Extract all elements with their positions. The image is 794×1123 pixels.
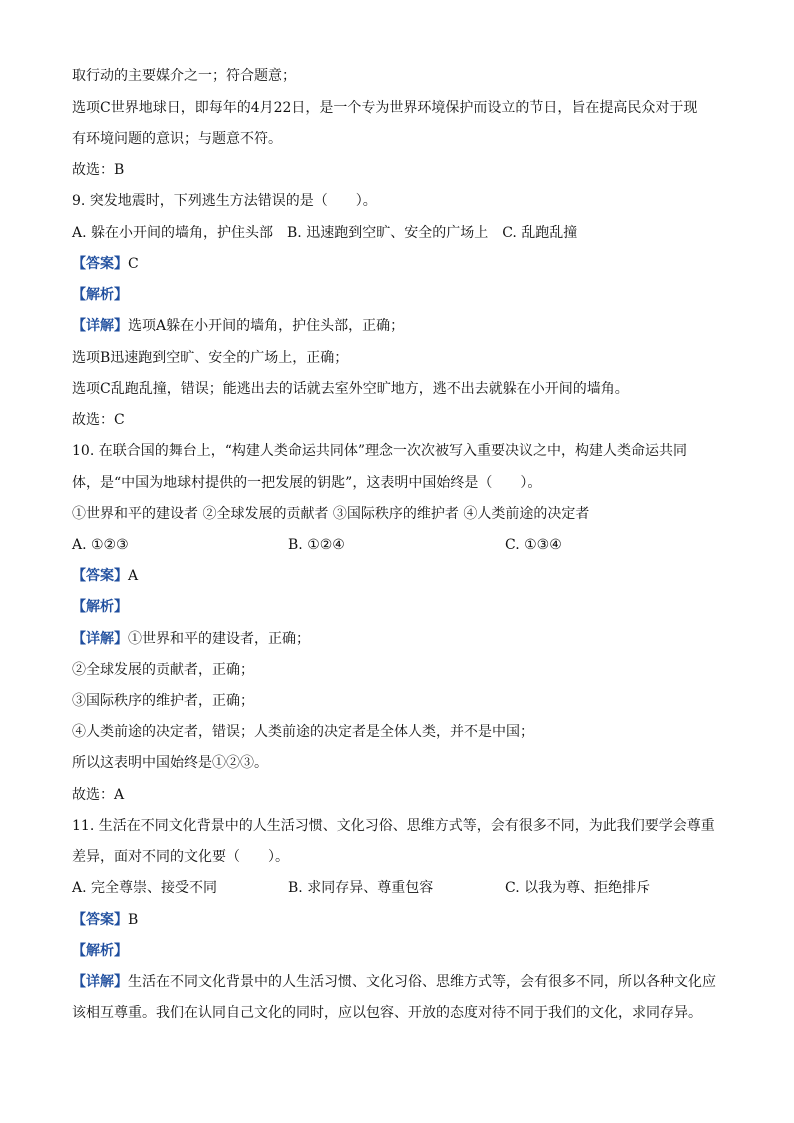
question-11: 11. 生活在不同文化背景中的人生活习惯、文化习俗、思维方式等，会有很多不同，为此我们要学会尊重 xyxy=(72,818,715,834)
detail-line: 该相互尊重。我们在认同自己文化的同时，应以包容、开放的态度对待不同于我们的文化，求同存异。 xyxy=(72,1005,702,1021)
analysis-tag: 【解析】 xyxy=(72,287,128,303)
choice-line: 故选：C xyxy=(72,412,125,428)
text-line: 取行动的主要媒介之一；符合题意； xyxy=(72,68,296,84)
detail-line: ③国际秩序的维护者，正确； xyxy=(72,693,254,709)
option-c: C. 以我为尊、拒绝排斥 xyxy=(505,880,651,896)
question-9-options: A. 躲在小开间的墙角，护住头部 B. 迅速跑到空旷、安全的广场上 C. 乱跑乱撞 xyxy=(72,225,578,241)
answer-tag: 【答案】 xyxy=(72,256,128,272)
choice-line: 故选：B xyxy=(72,162,125,178)
text-line: 有环境问题的意识；与题意不符。 xyxy=(72,131,282,147)
question-10: 10. 在联合国的舞台上，“构建人类命运共同体”理念一次次被写入重要决议之中，构建人类命运共同 xyxy=(72,443,688,459)
analysis-tag: 【解析】 xyxy=(72,943,128,959)
option-a: A. 完全尊崇、接受不同 xyxy=(72,880,218,896)
option-b: B. ①②④ xyxy=(288,537,345,553)
detail-line: 所以这表明中国始终是①②③。 xyxy=(72,755,268,771)
detail-tag: 【详解】 xyxy=(72,318,128,334)
detail-tag: 【详解】 xyxy=(72,974,128,990)
detail-line: ②全球发展的贡献者，正确； xyxy=(72,662,254,678)
question-10-items: ①世界和平的建设者 ②全球发展的贡献者 ③国际秩序的维护者 ④人类前途的决定者 xyxy=(72,506,590,522)
choice-line: 故选：A xyxy=(72,787,125,803)
answer-line xyxy=(72,254,139,274)
question-9: 9. 突发地震时，下列逃生方法错误的是（ ）。 xyxy=(72,193,377,209)
answer-value: B xyxy=(128,912,139,928)
detail-tag: 【详解】 xyxy=(72,631,128,647)
answer-value: A xyxy=(128,568,139,584)
answer-value: C xyxy=(128,256,139,272)
detail-line: 选项B迅速跑到空旷、安全的广场上，正确； xyxy=(72,350,349,366)
answer-tag: 【答案】 xyxy=(72,912,128,928)
detail-line xyxy=(72,972,716,992)
answer-line xyxy=(72,566,138,586)
answer-line xyxy=(72,910,138,930)
answer-tag: 【答案】 xyxy=(72,568,128,584)
question-11-cont: 差异，面对不同的文化要（ ）。 xyxy=(72,849,289,865)
detail-text: 生活在不同文化背景中的人生活习惯、文化习俗、思维方式等，会有很多不同，所以各种文化应 xyxy=(128,974,716,990)
option-b: B. 求同存异、尊重包容 xyxy=(288,880,434,896)
detail-line: ④人类前途的决定者，错误；人类前途的决定者是全体人类，并不是中国； xyxy=(72,724,534,740)
option-c: C. ①③④ xyxy=(505,537,562,553)
text-line: 选项C世界地球日，即每年的4月22日，是一个专为世界环境保护而设立的节日，旨在提高民众对于现 xyxy=(72,100,698,116)
detail-line xyxy=(72,316,404,336)
detail-line xyxy=(72,629,310,649)
option-a: A. ①②③ xyxy=(72,537,129,553)
detail-line: 选项C乱跑乱撞，错误；能逃出去的话就去室外空旷地方，逃不出去就躲在小开间的墙角。 xyxy=(72,381,629,397)
detail-text: 选项A躲在小开间的墙角，护住头部，正确； xyxy=(128,318,405,334)
analysis-tag: 【解析】 xyxy=(72,599,128,615)
question-10-cont: 体，是“中国为地球村提供的一把发展的钥匙”，这表明中国始终是（ ）。 xyxy=(72,475,542,491)
detail-text: ①世界和平的建设者，正确； xyxy=(128,631,310,647)
